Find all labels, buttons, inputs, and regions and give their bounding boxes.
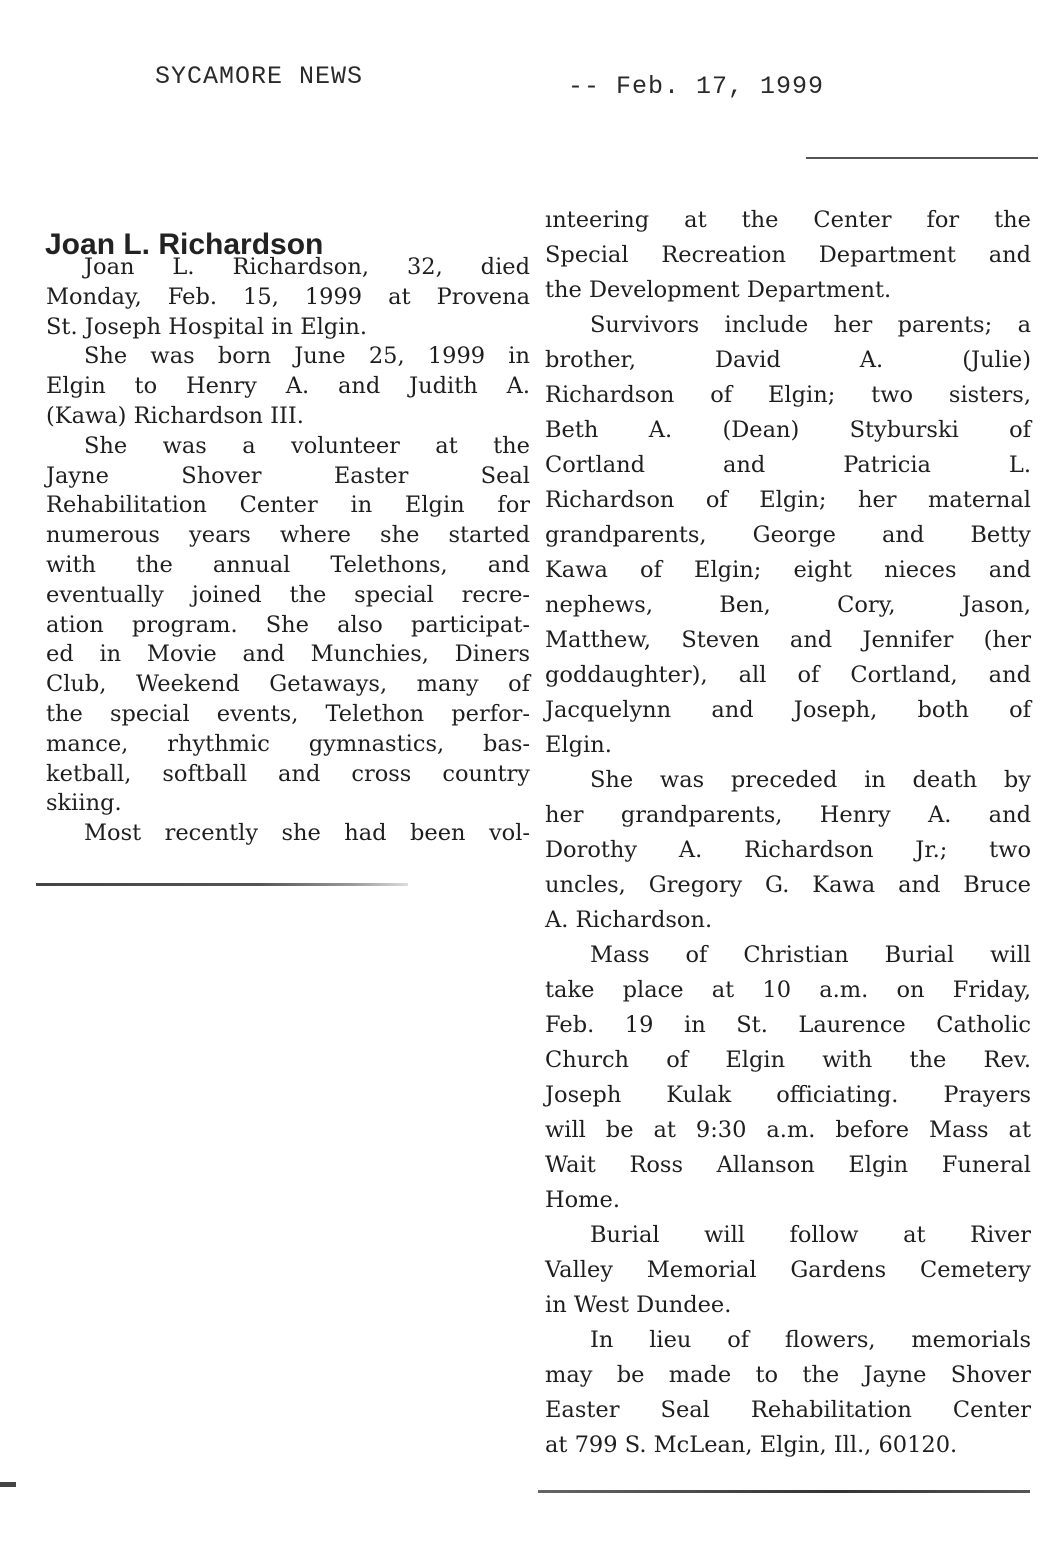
text-line: She was born June 25, 1999 in bbox=[84, 343, 530, 370]
text-line: She was a volunteer at the bbox=[84, 432, 530, 459]
text-line: Jacquelynn and Joseph, both of bbox=[545, 697, 1031, 723]
left-column-divider bbox=[36, 883, 408, 886]
publication-date: -- Feb. 17, 1999 bbox=[568, 72, 825, 101]
text-line: numerous years where she started bbox=[46, 522, 530, 549]
text-line: take place at 10 a.m. on Friday, bbox=[545, 977, 1031, 1003]
text-line: in West Dundee. bbox=[545, 1292, 732, 1318]
text-line: Richardson of Elgin; two sisters, bbox=[545, 382, 1031, 408]
text-line: Monday, Feb. 15, 1999 at Provena bbox=[46, 283, 530, 310]
text-line: eventually joined the special recre- bbox=[46, 581, 530, 608]
text-line: Mass of Christian Burial will bbox=[590, 942, 1031, 968]
text-line: Jayne Shover Easter Seal bbox=[46, 462, 530, 489]
text-line: Kawa of Elgin; eight nieces and bbox=[545, 557, 1031, 583]
obituary-title: Joan L. Richardson bbox=[45, 228, 324, 261]
text-line: She was preceded in death by bbox=[590, 767, 1031, 793]
text-line: Beth A. (Dean) Styburski of bbox=[545, 417, 1031, 443]
text-line: Elgin. bbox=[545, 732, 612, 758]
scan-mark bbox=[0, 1482, 16, 1487]
text-line: Joseph Kulak officiating. Prayers bbox=[545, 1082, 1031, 1108]
text-line: ation program. She also participat- bbox=[46, 611, 530, 638]
text-line: Matthew, Steven and Jennifer (her bbox=[545, 627, 1031, 653]
text-line: Rehabilitation Center in Elgin for bbox=[46, 492, 530, 519]
text-line: Elgin to Henry A. and Judith A. bbox=[46, 373, 530, 400]
text-line: Cortland and Patricia L. bbox=[545, 452, 1031, 478]
text-line: nephews, Ben, Cory, Jason, bbox=[545, 592, 1031, 618]
text-line: her grandparents, Henry A. and bbox=[545, 802, 1031, 828]
text-line: brother, David A. (Julie) bbox=[545, 347, 1031, 373]
text-line: Valley Memorial Gardens Cemetery bbox=[545, 1257, 1031, 1283]
top-right-divider bbox=[806, 157, 1038, 159]
text-line: Easter Seal Rehabilitation Center bbox=[545, 1397, 1031, 1423]
publication-name: SYCAMORE NEWS bbox=[155, 62, 364, 91]
text-line: skiing. bbox=[46, 790, 122, 817]
text-line: Joan L. Richardson, 32, died bbox=[84, 254, 530, 280]
text-line: grandparents, George and Betty bbox=[545, 522, 1031, 548]
text-line: Club, Weekend Getaways, many of bbox=[46, 671, 530, 698]
text-line: (Kawa) Richardson III. bbox=[46, 403, 304, 429]
text-line: goddaughter), all of Cortland, and bbox=[545, 662, 1031, 688]
text-line: Home. bbox=[545, 1187, 620, 1213]
text-line: Burial will follow at River bbox=[590, 1222, 1031, 1248]
text-line: the special events, Telethon perfor- bbox=[46, 701, 530, 727]
text-line: In lieu of flowers, memorials bbox=[590, 1327, 1031, 1353]
text-line: Richardson of Elgin; her maternal bbox=[545, 487, 1031, 513]
text-line: will be at 9:30 a.m. before Mass at bbox=[545, 1117, 1031, 1143]
text-line: at 799 S. McLean, Elgin, Ill., 60120. bbox=[545, 1432, 958, 1458]
text-line: uncles, Gregory G. Kawa and Bruce bbox=[545, 872, 1031, 898]
text-line: with the annual Telethons, and bbox=[46, 552, 530, 578]
text-line: Church of Elgin with the Rev. bbox=[545, 1047, 1031, 1073]
text-line: Special Recreation Department and bbox=[545, 242, 1031, 268]
text-line: ınteering at the Center for the bbox=[545, 207, 1031, 233]
text-line: Dorothy A. Richardson Jr.; two bbox=[545, 837, 1031, 863]
text-line: ed in Movie and Munchies, Diners bbox=[46, 641, 530, 668]
text-line: the Development Department. bbox=[545, 277, 892, 303]
text-line: Feb. 19 in St. Laurence Catholic bbox=[545, 1012, 1031, 1038]
text-line: ketball, softball and cross country bbox=[46, 760, 530, 787]
text-line: may be made to the Jayne Shover bbox=[545, 1362, 1031, 1388]
text-line: St. Joseph Hospital in Elgin. bbox=[46, 313, 368, 340]
text-line: Survivors include her parents; a bbox=[590, 312, 1031, 338]
text-line: A. Richardson. bbox=[545, 907, 713, 933]
text-line: Wait Ross Allanson Elgin Funeral bbox=[545, 1152, 1031, 1178]
text-line: Most recently she had been vol- bbox=[84, 820, 530, 847]
text-line: mance, rhythmic gymnastics, bas- bbox=[46, 730, 530, 757]
bottom-divider bbox=[538, 1490, 1030, 1493]
